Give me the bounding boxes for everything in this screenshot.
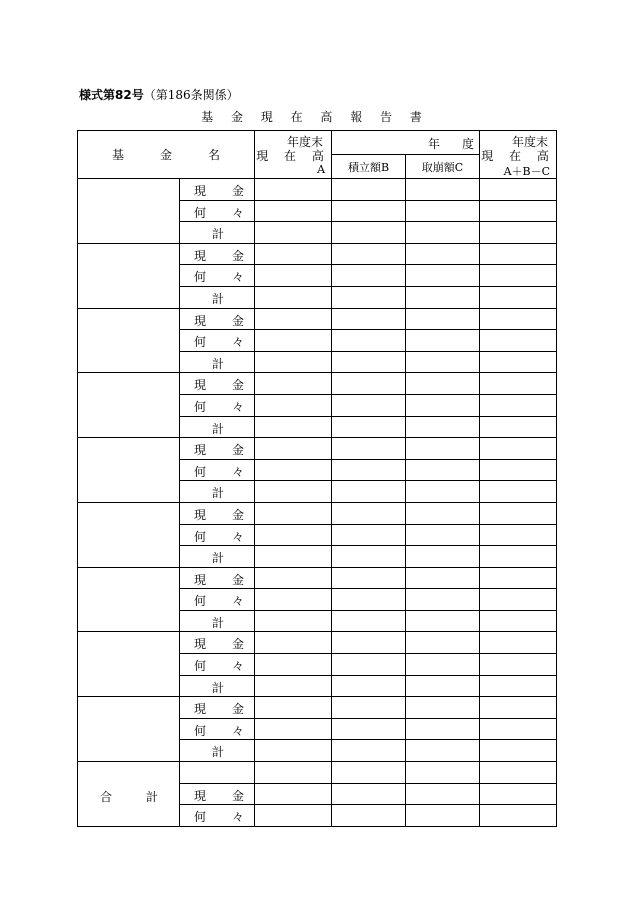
row-label-subtotal: 計 (180, 286, 255, 308)
row-label-other: 何 々 (180, 200, 255, 222)
value-cell[interactable] (255, 286, 332, 308)
row-label-cash: 現 金 (180, 243, 255, 265)
value-cell[interactable] (332, 200, 406, 222)
table-row (78, 697, 557, 719)
value-cell[interactable] (406, 416, 480, 438)
fund-body (78, 179, 557, 827)
value-cell[interactable] (406, 567, 480, 589)
header-year-group: 年 度 (332, 131, 480, 155)
fund-name-cell[interactable] (78, 179, 180, 244)
value-cell[interactable] (480, 762, 557, 784)
fund-name-cell[interactable] (78, 438, 180, 503)
value-cell[interactable] (406, 697, 480, 719)
value-cell[interactable] (255, 179, 332, 201)
value-cell[interactable] (480, 502, 557, 524)
value-cell[interactable] (480, 718, 557, 740)
total-row-label-cash: 現 金 (180, 783, 255, 805)
value-cell[interactable] (332, 373, 406, 395)
value-cell[interactable] (480, 222, 557, 244)
value-cell[interactable] (332, 179, 406, 201)
row-label-cash: 現 金 (180, 567, 255, 589)
value-cell[interactable] (332, 438, 406, 460)
table-row (78, 243, 557, 265)
value-cell[interactable] (480, 179, 557, 201)
table-row (78, 179, 557, 201)
value-cell[interactable] (255, 243, 332, 265)
value-cell[interactable] (480, 524, 557, 546)
value-cell[interactable] (480, 265, 557, 287)
value-cell[interactable] (255, 394, 332, 416)
fund-balance-table (77, 130, 557, 827)
row-label-other: 何 々 (180, 524, 255, 546)
document-title: 基 金 現 在 高 報 告 書 (201, 110, 429, 124)
value-cell[interactable] (255, 697, 332, 719)
fund-name-cell[interactable] (78, 373, 180, 438)
value-cell[interactable] (406, 351, 480, 373)
value-cell[interactable] (332, 351, 406, 373)
value-cell[interactable] (480, 481, 557, 503)
value-cell[interactable] (332, 762, 406, 784)
value-cell[interactable] (406, 200, 480, 222)
value-cell[interactable] (406, 654, 480, 676)
row-label-subtotal: 計 (180, 610, 255, 632)
table-row (78, 502, 557, 524)
value-cell[interactable] (480, 805, 557, 827)
value-cell[interactable] (480, 654, 557, 676)
table-row (78, 308, 557, 330)
value-cell[interactable] (332, 416, 406, 438)
header-balance-start: 年度末 現 在 高 A (255, 131, 332, 179)
fund-name-cell[interactable] (78, 697, 180, 762)
value-cell[interactable] (332, 243, 406, 265)
row-label-subtotal: 計 (180, 740, 255, 762)
value-cell[interactable] (332, 718, 406, 740)
header-balance-end: 年度末 現 在 高 A＋B－C (480, 131, 557, 179)
value-cell[interactable] (255, 589, 332, 611)
value-cell[interactable] (406, 524, 480, 546)
fund-name-cell[interactable] (78, 243, 180, 308)
value-cell[interactable] (406, 286, 480, 308)
value-cell[interactable] (255, 740, 332, 762)
value-cell[interactable] (406, 718, 480, 740)
value-cell[interactable] (255, 502, 332, 524)
row-label-cash: 現 金 (180, 179, 255, 201)
value-cell[interactable] (255, 438, 332, 460)
value-cell[interactable] (255, 783, 332, 805)
table-row (78, 438, 557, 460)
total-row (78, 762, 557, 784)
value-cell[interactable] (255, 308, 332, 330)
value-cell[interactable] (406, 762, 480, 784)
row-label-cash: 現 金 (180, 697, 255, 719)
value-cell[interactable] (480, 308, 557, 330)
value-cell[interactable] (255, 762, 332, 784)
value-cell[interactable] (332, 589, 406, 611)
value-cell[interactable] (406, 502, 480, 524)
value-cell[interactable] (480, 610, 557, 632)
value-cell[interactable] (332, 502, 406, 524)
value-cell[interactable] (332, 675, 406, 697)
value-cell[interactable] (406, 740, 480, 762)
value-cell[interactable] (332, 697, 406, 719)
value-cell[interactable] (406, 394, 480, 416)
value-cell[interactable] (480, 589, 557, 611)
row-label-other: 何 々 (180, 265, 255, 287)
header-accumulation: 積立額B (332, 155, 406, 179)
table-row (78, 567, 557, 589)
value-cell[interactable] (480, 351, 557, 373)
row-label-other: 何 々 (180, 459, 255, 481)
row-label-other: 何 々 (180, 330, 255, 352)
value-cell[interactable] (332, 783, 406, 805)
value-cell[interactable] (255, 675, 332, 697)
value-cell[interactable] (480, 286, 557, 308)
value-cell[interactable] (480, 200, 557, 222)
value-cell[interactable] (255, 718, 332, 740)
value-cell[interactable] (406, 308, 480, 330)
value-cell[interactable] (480, 459, 557, 481)
value-cell[interactable] (332, 632, 406, 654)
value-cell[interactable] (255, 632, 332, 654)
row-label-cash: 現 金 (180, 308, 255, 330)
value-cell[interactable] (332, 459, 406, 481)
header-fund-name: 基 金 名 (78, 131, 255, 179)
value-cell[interactable] (406, 783, 480, 805)
row-label-cash: 現 金 (180, 438, 255, 460)
value-cell[interactable] (332, 286, 406, 308)
value-cell[interactable] (480, 697, 557, 719)
value-cell[interactable] (255, 373, 332, 395)
value-cell[interactable] (406, 265, 480, 287)
row-label-subtotal: 計 (180, 546, 255, 568)
total-label: 合 計 (78, 762, 180, 827)
value-cell[interactable] (406, 546, 480, 568)
value-cell[interactable] (480, 740, 557, 762)
row-label-cash: 現 金 (180, 373, 255, 395)
form-number-label: 様式第82号 (79, 88, 144, 102)
value-cell[interactable] (255, 805, 332, 827)
value-cell[interactable] (332, 546, 406, 568)
total-row-label-other: 何 々 (180, 805, 255, 827)
value-cell[interactable] (332, 654, 406, 676)
row-label-other: 何 々 (180, 394, 255, 416)
value-cell[interactable] (332, 805, 406, 827)
value-cell[interactable] (480, 438, 557, 460)
value-cell[interactable] (480, 394, 557, 416)
row-label-cash: 現 金 (180, 632, 255, 654)
table-row (78, 632, 557, 654)
value-cell[interactable] (255, 459, 332, 481)
value-cell[interactable] (332, 330, 406, 352)
value-cell[interactable] (255, 222, 332, 244)
value-cell[interactable] (480, 632, 557, 654)
value-cell[interactable] (332, 265, 406, 287)
value-cell[interactable] (480, 330, 557, 352)
value-cell[interactable] (332, 308, 406, 330)
row-label-other: 何 々 (180, 654, 255, 676)
value-cell[interactable] (406, 179, 480, 201)
value-cell[interactable] (406, 610, 480, 632)
value-cell[interactable] (480, 675, 557, 697)
value-cell[interactable] (255, 265, 332, 287)
value-cell[interactable] (332, 610, 406, 632)
fund-name-cell[interactable] (78, 308, 180, 373)
value-cell[interactable] (255, 330, 332, 352)
value-cell[interactable] (255, 351, 332, 373)
value-cell[interactable] (332, 222, 406, 244)
form-number-note: （第186条関係） (143, 88, 239, 102)
value-cell[interactable] (406, 805, 480, 827)
value-cell[interactable] (406, 438, 480, 460)
header-withdrawal: 取崩額C (406, 155, 480, 179)
value-cell[interactable] (406, 243, 480, 265)
value-cell[interactable] (255, 524, 332, 546)
value-cell[interactable] (255, 416, 332, 438)
value-cell[interactable] (406, 459, 480, 481)
value-cell[interactable] (480, 373, 557, 395)
row-label-subtotal: 計 (180, 675, 255, 697)
value-cell[interactable] (255, 567, 332, 589)
fund-name-cell[interactable] (78, 502, 180, 567)
value-cell[interactable] (255, 610, 332, 632)
value-cell[interactable] (480, 243, 557, 265)
value-cell[interactable] (332, 740, 406, 762)
row-label-other: 何 々 (180, 589, 255, 611)
fund-name-cell[interactable] (78, 567, 180, 632)
value-cell[interactable] (255, 481, 332, 503)
fund-name-cell[interactable] (78, 632, 180, 697)
row-label-subtotal: 計 (180, 481, 255, 503)
row-label-cash: 現 金 (180, 502, 255, 524)
value-cell[interactable] (332, 524, 406, 546)
table-row (78, 373, 557, 395)
row-label-subtotal: 計 (180, 416, 255, 438)
value-cell[interactable] (480, 546, 557, 568)
value-cell[interactable] (255, 654, 332, 676)
value-cell[interactable] (332, 394, 406, 416)
value-cell[interactable] (406, 481, 480, 503)
value-cell[interactable] (406, 222, 480, 244)
value-cell[interactable] (406, 675, 480, 697)
value-cell[interactable] (406, 373, 480, 395)
value-cell[interactable] (480, 567, 557, 589)
value-cell[interactable] (480, 416, 557, 438)
total-empty-label-cell (180, 762, 255, 784)
value-cell[interactable] (406, 632, 480, 654)
row-label-subtotal: 計 (180, 351, 255, 373)
value-cell[interactable] (332, 567, 406, 589)
value-cell[interactable] (480, 783, 557, 805)
value-cell[interactable] (332, 481, 406, 503)
value-cell[interactable] (406, 330, 480, 352)
value-cell[interactable] (406, 589, 480, 611)
form-number (79, 86, 239, 103)
value-cell[interactable] (255, 200, 332, 222)
value-cell[interactable] (255, 546, 332, 568)
row-label-other: 何 々 (180, 718, 255, 740)
row-label-subtotal: 計 (180, 222, 255, 244)
